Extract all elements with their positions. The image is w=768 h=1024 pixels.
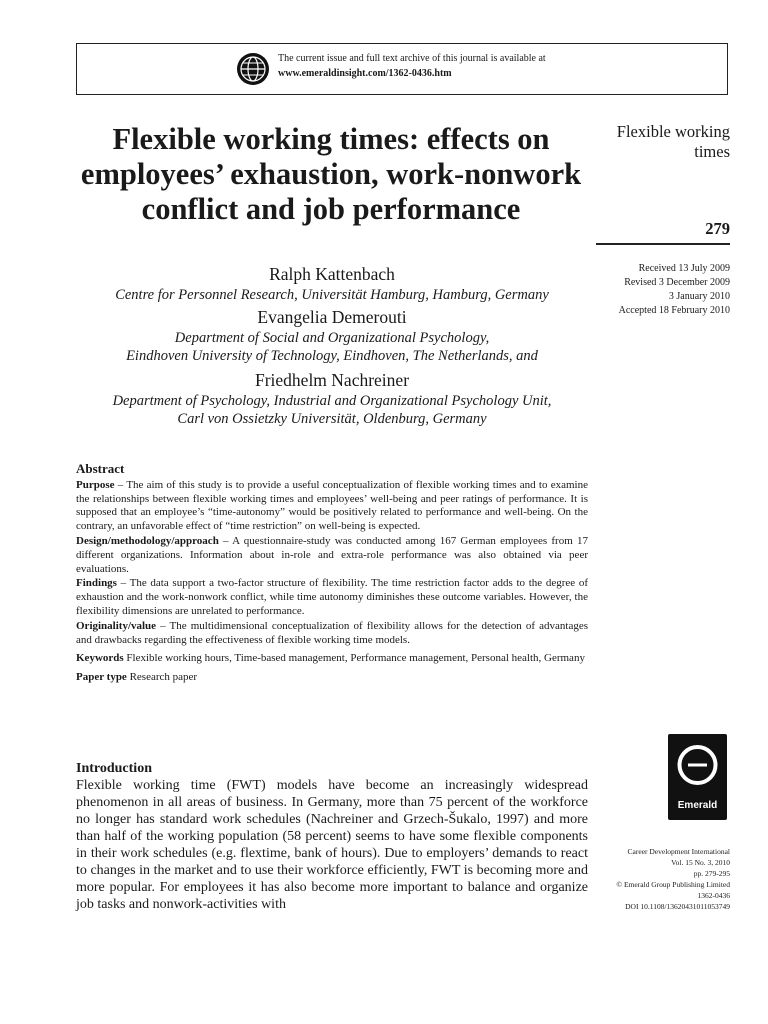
paper-type-label: Paper type — [76, 671, 127, 684]
author-name: Evangelia Demerouti — [257, 307, 407, 327]
margin-divider — [596, 243, 730, 245]
journal-info-line: Career Development International — [627, 847, 730, 856]
abstract-heading: Abstract — [76, 461, 125, 476]
paper-type-text: Research paper — [126, 671, 198, 684]
emerald-logo-icon — [668, 734, 727, 798]
keywords-label: Keywords — [76, 652, 124, 665]
date-line: Received 13 July 2009 — [638, 263, 730, 274]
author-affiliation: Department of Psychology, Industrial and Organizational Psychology Unit, — [112, 393, 552, 409]
date-line: Accepted 18 February 2010 — [618, 305, 730, 316]
author-affiliation: Centre for Personnel Research, Universität Hamburg, Hamburg, Germany — [115, 287, 549, 303]
journal-url-link[interactable]: www.emeraldinsight.com/1362-0436.htm — [278, 68, 452, 79]
purpose-label: Purpose — [76, 478, 115, 491]
submission-dates — [590, 262, 730, 318]
introduction-heading: Introduction — [76, 761, 152, 776]
abstract-design — [76, 535, 588, 576]
originality-text: – The multidimensional conceptualization of flexibility allows for the detection of advantages and drawbacks regarding the effectiveness of flexible working time models. — [76, 619, 588, 646]
abstract-keywords — [76, 652, 588, 666]
article-title: Flexible working times: effects on employees’ exhaustion, work-nonwork conflict and job performance — [80, 122, 582, 226]
globe-icon — [236, 52, 270, 86]
journal-availability-box — [76, 43, 728, 95]
journal-info — [590, 846, 730, 912]
journal-info-line: 1362-0436 — [697, 891, 730, 900]
journal-info-line: DOI 10.1108/13620431011053749 — [625, 902, 730, 911]
design-label: Design/methodology/approach — [76, 534, 219, 547]
running-head-line: Flexible working — [616, 122, 730, 141]
journal-info-line: Vol. 15 No. 3, 2010 — [671, 858, 730, 867]
abstract-paper-type — [76, 671, 588, 685]
findings-label: Findings — [76, 577, 117, 590]
abstract-originality — [76, 620, 588, 648]
keywords-text: Flexible working hours, Time-based management, Performance management, Personal health, Germany — [123, 652, 585, 665]
abstract-findings — [76, 577, 588, 618]
running-head — [595, 122, 730, 162]
date-line: 3 January 2010 — [668, 291, 730, 302]
author-affiliation: Eindhoven University of Technology, Eindhoven, The Netherlands, and — [126, 348, 538, 364]
emerald-logo-text: Emerald — [677, 800, 718, 811]
originality-label: Originality/value — [76, 619, 157, 632]
purpose-text: – The aim of this study is to provide a useful conceptualization of flexible working times and to examine the relationships between flexible working times and employees’ well-being and peer ratings of performance. It is supposed that an employee’s “time-autonomy” would be positively related to performance and well-being. On the contrary, an unfavorable effect of “time restriction” on well-being is expected. — [76, 478, 588, 533]
availability-text: The current issue and full text archive of this journal is available at — [278, 53, 546, 64]
journal-info-line: pp. 279-295 — [693, 869, 730, 878]
design-text: – A questionnaire-study was conducted among 167 German employees from 17 different organizations. Information about in-role and extra-role performance was also obtained via peer evaluations. — [76, 534, 588, 575]
journal-info-line: © Emerald Group Publishing Limited — [616, 880, 730, 889]
introduction-section — [76, 760, 588, 913]
page-number: 279 — [705, 219, 730, 238]
author-affiliation: Department of Social and Organizational Psychology, — [174, 330, 490, 346]
running-head-line: times — [694, 142, 730, 161]
author-name: Friedhelm Nachreiner — [254, 370, 410, 390]
author-name: Ralph Kattenbach — [269, 264, 395, 284]
date-line: Revised 3 December 2009 — [624, 277, 730, 288]
findings-text: – The data support a two-factor structure of flexibility. The time restriction factor adds to the degree of exhaustion and the work-nonwork conflict, while time autonomy diminishes these outcome variables. However, the flexibility dimensions are unrelated to performance. — [76, 577, 588, 617]
introduction-text: Flexible working time (FWT) models have become an increasingly widespread phenomenon in all areas of business. In Germany, more than 75 percent of the workforce no longer has standard work schedules (Nachreiner and Grzech-Šukalo, 1997) and more than half of the working population (58 percent) seems to have some flexible components in their work schedules (e.g. flextime, bank of hours). Due to employers’ demands to react to changes in the market and to use their workforce efficiently, FWT is becoming more and more popular. For employees it has also become more important to balance and organize job tasks and nonwork-activities with — [76, 778, 588, 912]
author-affiliation: Carl von Ossietzky Universität, Oldenburg, Germany — [177, 411, 487, 427]
abstract-section — [76, 462, 588, 686]
abstract-purpose — [76, 479, 588, 534]
